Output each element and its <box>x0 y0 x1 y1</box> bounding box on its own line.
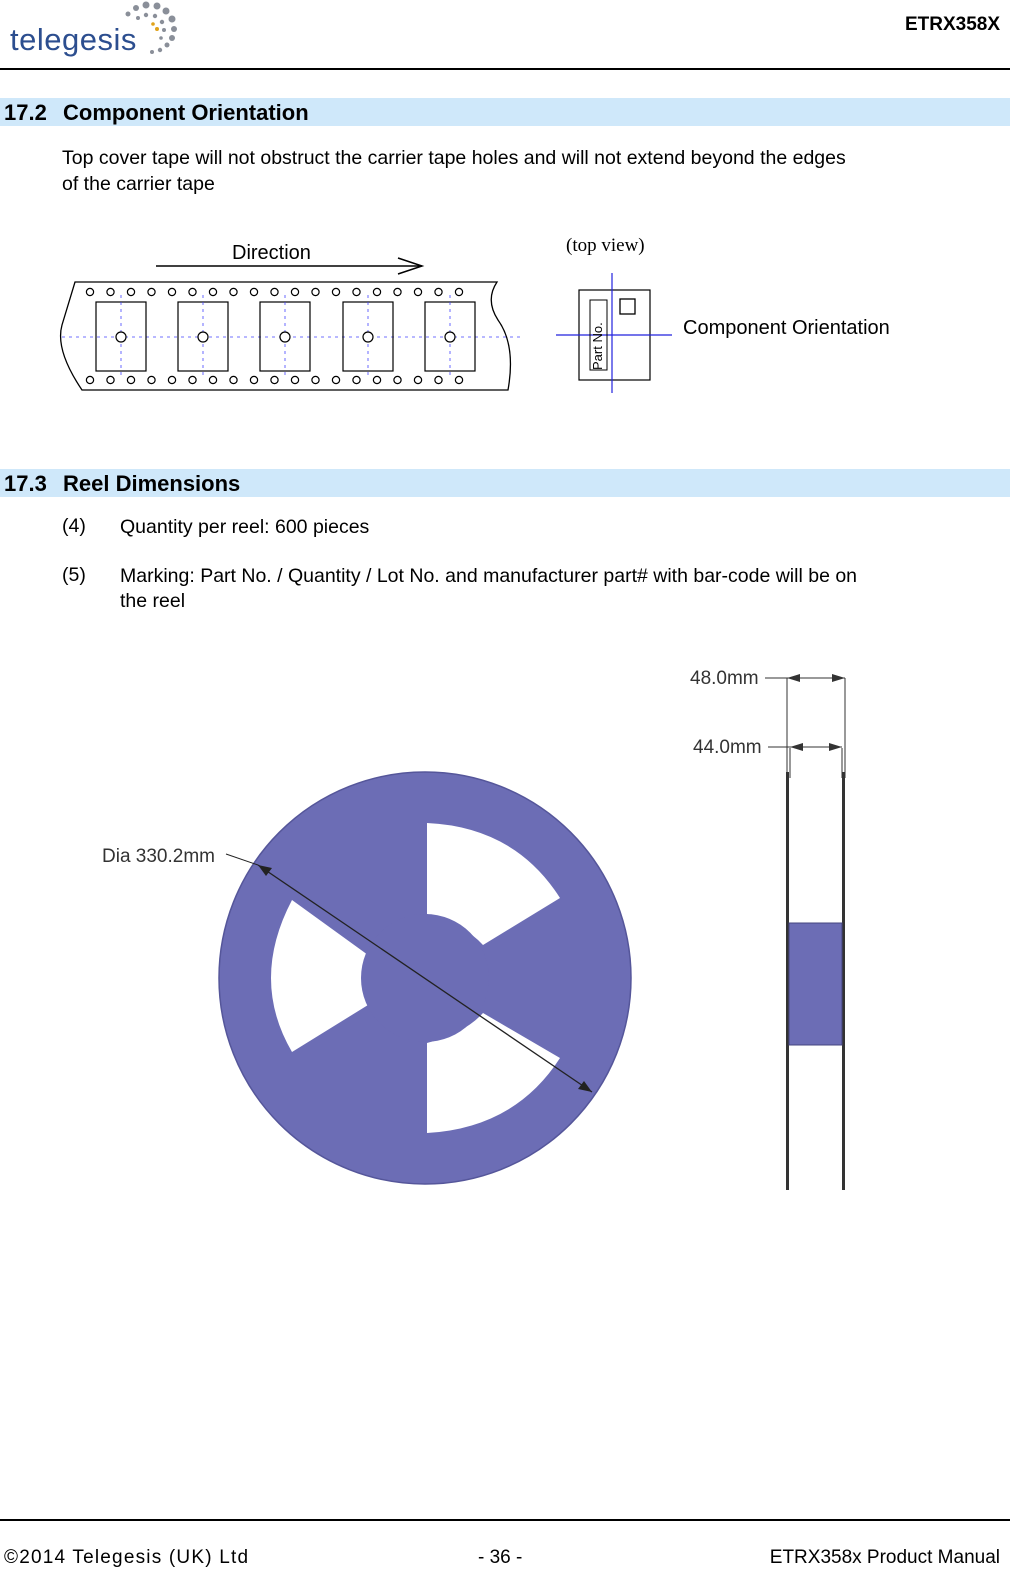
sprocket-hole <box>332 288 339 295</box>
list-item-text: Quantity per reel: 600 pieces <box>120 516 370 538</box>
sprocket-hole <box>291 376 298 383</box>
sprocket-hole <box>209 376 216 383</box>
footer-copyright: ©2014 Telegesis (UK) Ltd <box>4 1547 250 1568</box>
sprocket-hole <box>209 288 216 295</box>
sprocket-hole <box>107 376 114 383</box>
section-number: 17.2 <box>4 100 47 125</box>
footer-manual-title: ETRX358x Product Manual <box>769 1547 1000 1568</box>
section-heading-17-3 <box>0 469 1010 497</box>
body-line: Top cover tape will not obstruct the carrier tape holes and will not extend beyond the edges <box>62 147 846 169</box>
pocket-hole <box>445 332 455 342</box>
sprocket-hole <box>373 376 380 383</box>
sprocket-hole <box>435 376 442 383</box>
body-line: of the carrier tape <box>62 173 215 195</box>
sprocket-hole <box>312 376 319 383</box>
pocket-hole <box>280 332 290 342</box>
footer-page-number: - 36 - <box>478 1547 523 1568</box>
reel-drawing <box>0 650 1010 1210</box>
sprocket-hole <box>250 376 257 383</box>
pocket-hole <box>363 332 373 342</box>
sprocket-hole <box>86 288 93 295</box>
sprocket-hole <box>168 288 175 295</box>
pocket-hole <box>198 332 208 342</box>
sprocket-hole <box>230 376 237 383</box>
header-divider <box>0 68 1010 70</box>
sprocket-hole <box>127 376 134 383</box>
pin-one-marker-icon <box>620 299 635 314</box>
sprocket-hole <box>414 288 421 295</box>
sprocket-hole <box>148 288 155 295</box>
section-number: 17.3 <box>4 471 47 496</box>
component-orientation-label: Component Orientation <box>683 317 890 339</box>
sprocket-hole <box>455 376 462 383</box>
section-title: Component Orientation <box>63 100 309 125</box>
diameter-label: Dia 330.2mm <box>102 846 215 867</box>
list-item-number: (5) <box>62 564 86 586</box>
sprocket-hole <box>230 288 237 295</box>
logo-text: telegesis <box>10 22 137 57</box>
sprocket-hole <box>312 288 319 295</box>
top-view-label: (top view) <box>566 235 645 256</box>
sprocket-hole <box>168 376 175 383</box>
part-no-label: Part No. <box>590 322 605 370</box>
sprocket-hole <box>435 288 442 295</box>
inner-width-label: 44.0mm <box>693 737 762 758</box>
sprocket-hole <box>86 376 93 383</box>
carrier-tape-diagram <box>0 225 1010 405</box>
sprocket-hole <box>127 288 134 295</box>
direction-label: Direction <box>232 242 311 264</box>
body-paragraph <box>62 145 846 197</box>
sprocket-hole <box>189 376 196 383</box>
sprocket-hole <box>271 376 278 383</box>
sprocket-hole <box>455 288 462 295</box>
sprocket-hole <box>189 288 196 295</box>
sprocket-hole <box>271 288 278 295</box>
sprocket-hole <box>373 288 380 295</box>
list-item-line: the reel <box>120 590 186 612</box>
section-heading-17-2 <box>0 98 1010 126</box>
sprocket-hole <box>332 376 339 383</box>
pocket-hole <box>116 332 126 342</box>
sprocket-hole <box>394 376 401 383</box>
sprocket-hole <box>414 376 421 383</box>
section-title: Reel Dimensions <box>63 471 241 496</box>
sprocket-hole <box>353 376 360 383</box>
sprocket-hole <box>291 288 298 295</box>
sprocket-hole <box>148 376 155 383</box>
sprocket-hole <box>250 288 257 295</box>
outer-width-label: 48.0mm <box>690 668 759 689</box>
sprocket-hole <box>107 288 114 295</box>
reel-side-hub <box>789 923 842 1045</box>
document-code: ETRX358X <box>904 14 1000 35</box>
sprocket-hole <box>394 288 401 295</box>
sprocket-hole <box>353 288 360 295</box>
list-item-number: (4) <box>62 515 86 537</box>
footer-divider <box>0 1519 1010 1521</box>
list-item-line: Marking: Part No. / Quantity / Lot No. and manufacturer part# with bar-code will be on <box>120 565 858 587</box>
list-item-text <box>120 564 857 614</box>
